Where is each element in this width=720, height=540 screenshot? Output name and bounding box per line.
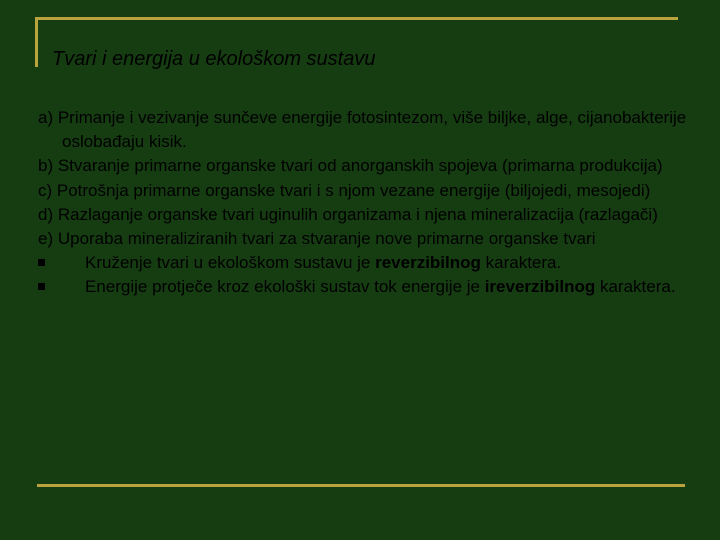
bullet-text-after: karaktera. <box>480 253 562 273</box>
bullet-text-after: karaktera. <box>595 277 676 297</box>
bullet-text-before: Energije protječe kroz ekološki sustav tok energije je <box>85 277 485 297</box>
bullet-item-reverzibilnog <box>38 251 698 275</box>
bullet-item-ireverzibilnog <box>38 275 698 299</box>
bullet-text-bold: ireverzibilnog <box>484 277 596 297</box>
frame-line-left <box>35 17 38 67</box>
list-item-a: a) Primanje i vezivanje sunčeve energije fotosintezom, više biljke, alge, cijanobakterije oslobađaju kisik. <box>38 108 687 152</box>
list-item-b: b) Stvaranje primarne organske tvari od anorganskih spojeva (primarna produkcija) <box>38 156 663 176</box>
list-item-c: c) Potrošnja primarne organske tvari i s njom vezane energije (biljojedi, mesojedi) <box>38 180 651 200</box>
frame-line-top <box>35 17 678 20</box>
bullet-text-before: Kruženje tvari u ekološkom sustavu je <box>85 253 376 273</box>
square-bullet-icon <box>38 259 45 266</box>
bullet-text-bold: reverzibilnog <box>375 253 481 273</box>
list-item-e: e) Uporaba mineraliziranih tvari za stvaranje nove primarne organske tvari <box>38 229 596 249</box>
list-item-d: d) Razlaganje organske tvari uginulih organizama i njena mineralizacija (razlagači) <box>38 204 658 224</box>
square-bullet-icon <box>38 283 45 290</box>
frame-line-bottom <box>37 484 685 487</box>
slide-content <box>38 106 698 300</box>
slide-title: Tvari i energija u ekološkom sustavu <box>52 48 376 70</box>
